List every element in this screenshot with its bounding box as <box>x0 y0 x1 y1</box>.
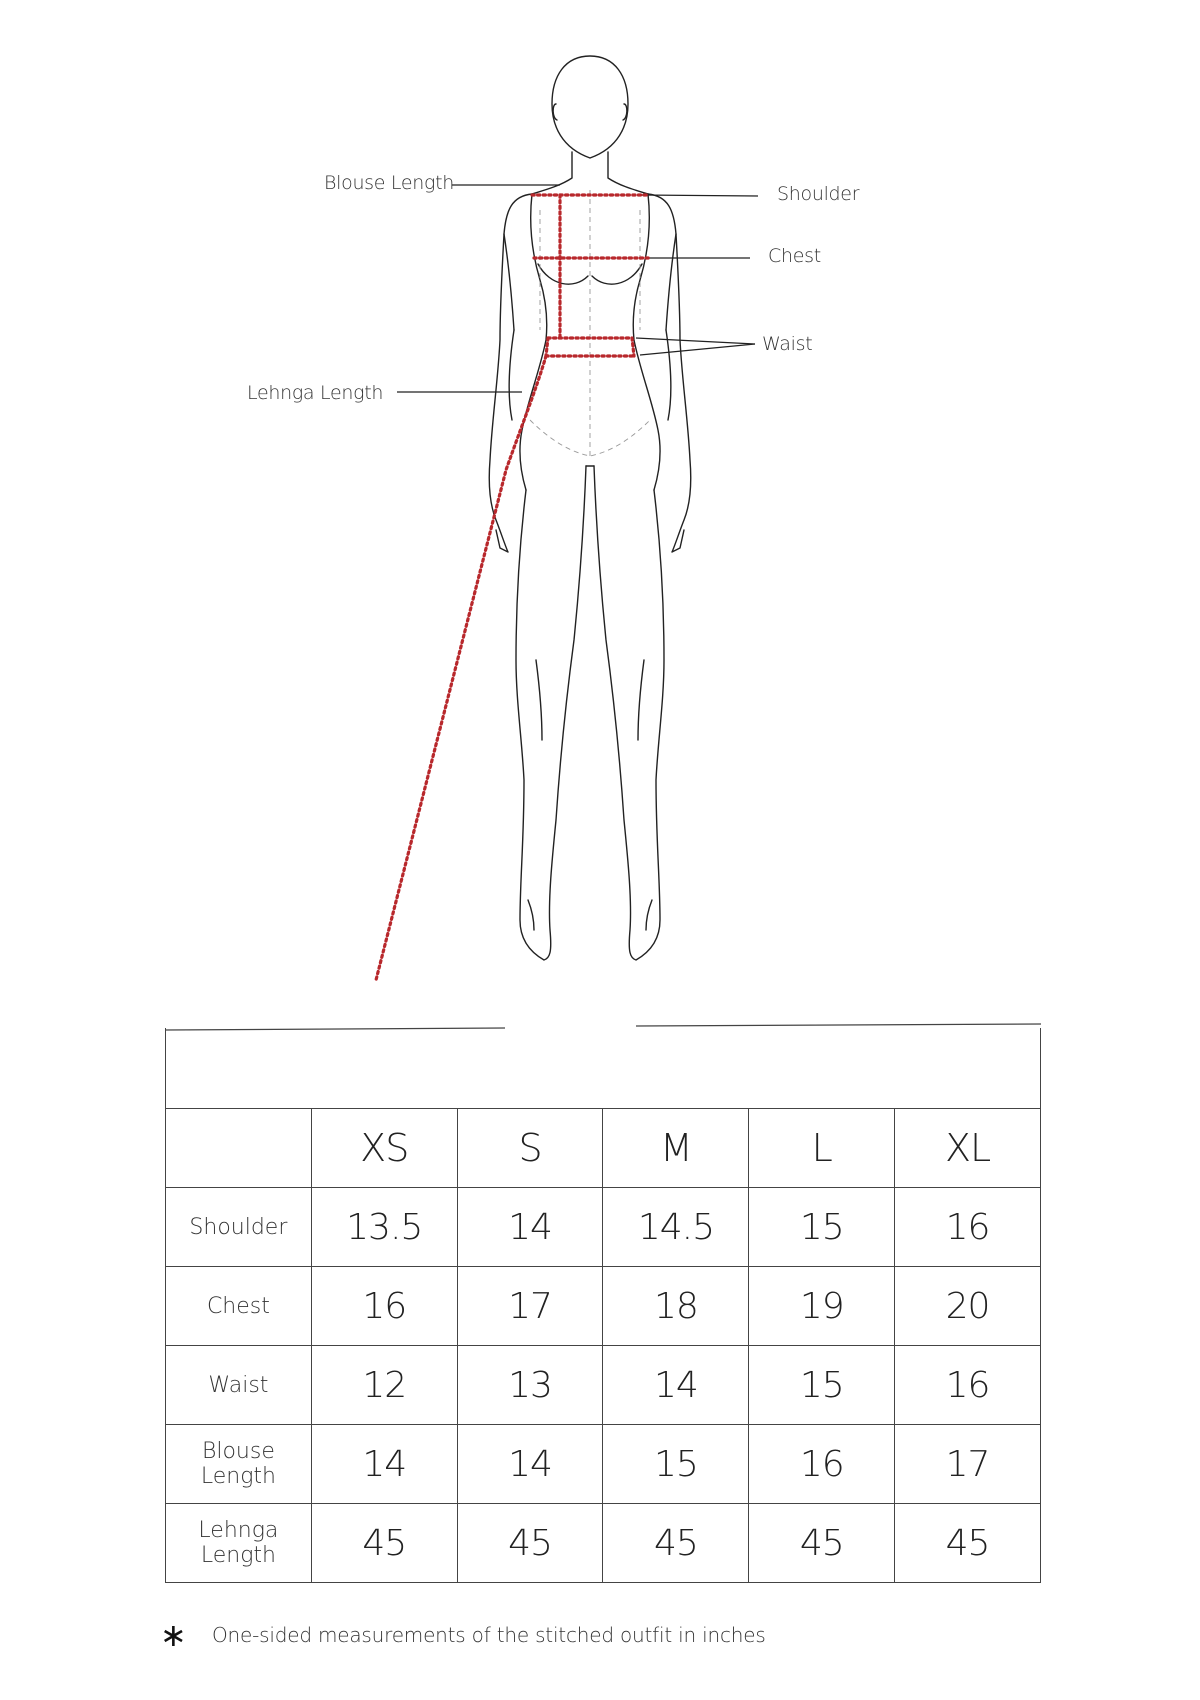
row-label-shoulder: Shoulder <box>166 1188 312 1267</box>
row-label-line: Length <box>200 1543 276 1568</box>
table-cell: 17 <box>457 1267 603 1346</box>
table-cell: 14 <box>603 1346 749 1425</box>
table-row <box>166 1188 1041 1267</box>
size-chart-table <box>165 1028 1041 1583</box>
row-label-line: Blouse <box>201 1439 275 1464</box>
callout-waist: Waist <box>762 333 813 355</box>
table-cell: 45 <box>603 1504 749 1583</box>
table-cell: 16 <box>895 1188 1041 1267</box>
table-row <box>166 1504 1041 1583</box>
callout-lehnga-length: Lehnga Length <box>247 382 384 404</box>
row-label-line: Length <box>200 1464 276 1489</box>
table-cell: 45 <box>895 1504 1041 1583</box>
header-size-s: S <box>457 1109 603 1188</box>
table-cell: 16 <box>895 1346 1041 1425</box>
table-row <box>166 1267 1041 1346</box>
table-cell: 15 <box>749 1188 895 1267</box>
table-cell: 12 <box>311 1346 457 1425</box>
table-cell: 14.5 <box>603 1188 749 1267</box>
row-label-blouse-length <box>166 1425 312 1504</box>
asterisk-icon: ∗ <box>160 1616 187 1654</box>
header-size-l: L <box>749 1109 895 1188</box>
table-cell: 19 <box>749 1267 895 1346</box>
table-cell: 16 <box>749 1425 895 1504</box>
table-row <box>166 1346 1041 1425</box>
table-cell: 16 <box>311 1267 457 1346</box>
table-cell: 45 <box>311 1504 457 1583</box>
table-title-row <box>166 1028 1041 1109</box>
table-title <box>166 1028 1041 1109</box>
table-header-row <box>166 1109 1041 1188</box>
footnote-text: One-sided measurements of the stitched outfit in inches <box>212 1623 766 1647</box>
table-cell: 17 <box>895 1425 1041 1504</box>
table-cell: 15 <box>603 1425 749 1504</box>
table-cell: 13 <box>457 1346 603 1425</box>
table-cell: 18 <box>603 1267 749 1346</box>
table-row <box>166 1425 1041 1504</box>
callout-shoulder: Shoulder <box>777 183 860 205</box>
header-corner-cell <box>166 1109 312 1188</box>
header-size-m: M <box>603 1109 749 1188</box>
table-cell: 15 <box>749 1346 895 1425</box>
header-size-xl: XL <box>895 1109 1041 1188</box>
row-label-line: Lehnga <box>198 1518 279 1543</box>
row-label-lehnga-length <box>166 1504 312 1583</box>
footnote <box>160 1616 766 1654</box>
table-cell: 13.5 <box>311 1188 457 1267</box>
row-label-waist: Waist <box>166 1346 312 1425</box>
table-cell: 14 <box>311 1425 457 1504</box>
header-size-xs: XS <box>311 1109 457 1188</box>
table-cell: 20 <box>895 1267 1041 1346</box>
callout-chest: Chest <box>768 245 821 267</box>
table-cell: 14 <box>457 1425 603 1504</box>
table-cell: 45 <box>457 1504 603 1583</box>
callout-blouse-length: Blouse Length <box>324 172 454 194</box>
table-cell: 45 <box>749 1504 895 1583</box>
table-cell: 14 <box>457 1188 603 1267</box>
row-label-chest: Chest <box>166 1267 312 1346</box>
